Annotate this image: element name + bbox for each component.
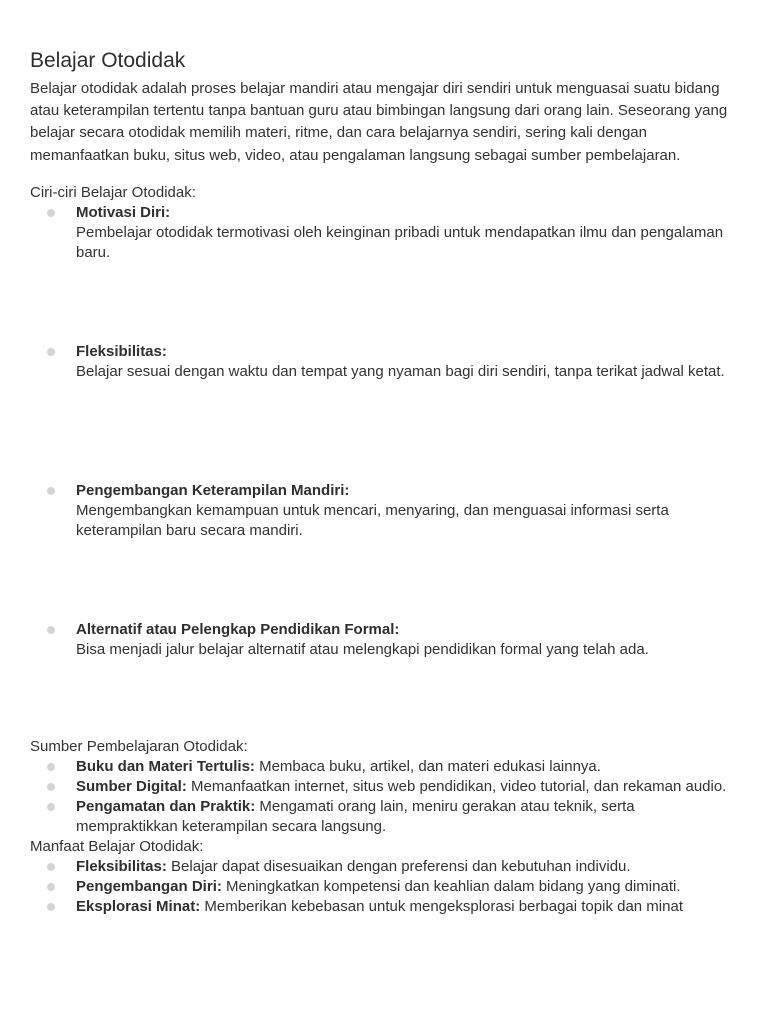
bullet-icon — [47, 348, 55, 356]
manfaat-list — [30, 857, 738, 917]
item-label: Pengembangan Keterampilan Mandiri: — [76, 481, 350, 499]
list-item — [30, 757, 738, 777]
document-title: Belajar Otodidak — [30, 49, 186, 72]
list-item — [30, 481, 738, 620]
bullet-icon — [47, 487, 55, 495]
bullet-icon — [47, 209, 55, 217]
item-label: Eksplorasi Minat: — [76, 897, 201, 915]
intro-paragraph: Belajar otodidak adalah proses belajar mandiri atau mengajar diri sendiri untuk menguasai suatu bidang atau keterampilan tertentu tanpa bantuan guru atau bimbingan langsung dari orang lain. Seseorang yang belajar secara otodidak memilih materi, ritme, dan cara belajarnya sendiri, sering kali dengan memanfaatkan buku, situs web, video, atau pengalaman langsung sebagai sumber pembelajaran. — [30, 80, 728, 164]
item-label: Buku dan Materi Tertulis: — [76, 757, 255, 775]
item-text: Membaca buku, artikel, dan materi edukasi lainnya. — [254, 757, 601, 775]
list-item — [30, 203, 738, 342]
item-text: Mengamati orang lain, meniru gerakan atau teknik, serta mempraktikkan keterampilan secara langsung. — [76, 797, 635, 835]
bullet-icon — [47, 763, 55, 771]
bullet-icon — [47, 803, 55, 811]
item-label: Pengamatan dan Praktik: — [76, 797, 256, 815]
bullet-icon — [47, 903, 55, 911]
item-text: Memanfaatkan internet, situs web pendidikan, video tutorial, dan rekaman audio. — [186, 777, 727, 795]
item-text: Belajar dapat disesuaikan dengan preferensi dan kebutuhan individu. — [166, 857, 631, 875]
item-text: Mengembangkan kemampuan untuk mencari, menyaring, dan menguasai informasi serta keterampilan baru secara mandiri. — [76, 501, 669, 539]
item-text: Bisa menjadi jalur belajar alternatif atau melengkapi pendidikan formal yang telah ada. — [76, 640, 649, 658]
list-item — [30, 797, 738, 837]
sumber-list — [30, 757, 738, 837]
list-item — [30, 342, 738, 481]
list-item — [30, 777, 738, 797]
item-text: Memberikan kebebasan untuk mengeksplorasi berbagai topik dan minat — [200, 897, 683, 915]
manfaat-heading: Manfaat Belajar Otodidak: — [30, 837, 204, 855]
list-item — [30, 857, 738, 877]
item-label: Alternatif atau Pelengkap Pendidikan Formal: — [76, 620, 400, 638]
ciri-heading: Ciri-ciri Belajar Otodidak: — [30, 183, 196, 201]
item-label: Sumber Digital: — [76, 777, 187, 795]
item-label: Fleksibilitas: — [76, 342, 167, 360]
item-label: Fleksibilitas: — [76, 857, 167, 875]
ciri-list — [30, 203, 738, 737]
list-item — [30, 620, 738, 737]
item-text: Pembelajar otodidak termotivasi oleh keinginan pribadi untuk mendapatkan ilmu dan pengalaman baru. — [76, 223, 724, 261]
item-label: Motivasi Diri: — [76, 203, 171, 221]
bullet-icon — [47, 783, 55, 791]
bullet-icon — [47, 883, 55, 891]
sumber-heading: Sumber Pembelajaran Otodidak: — [30, 737, 248, 755]
list-item — [30, 877, 738, 897]
bullet-icon — [47, 863, 55, 871]
item-label: Pengembangan Diri: — [76, 877, 222, 895]
bullet-icon — [47, 626, 55, 634]
item-text: Meningkatkan kompetensi dan keahlian dalam bidang yang diminati. — [221, 877, 681, 895]
list-item — [30, 897, 738, 917]
item-text: Belajar sesuai dengan waktu dan tempat yang nyaman bagi diri sendiri, tanpa terikat jadwal ketat. — [76, 362, 725, 380]
